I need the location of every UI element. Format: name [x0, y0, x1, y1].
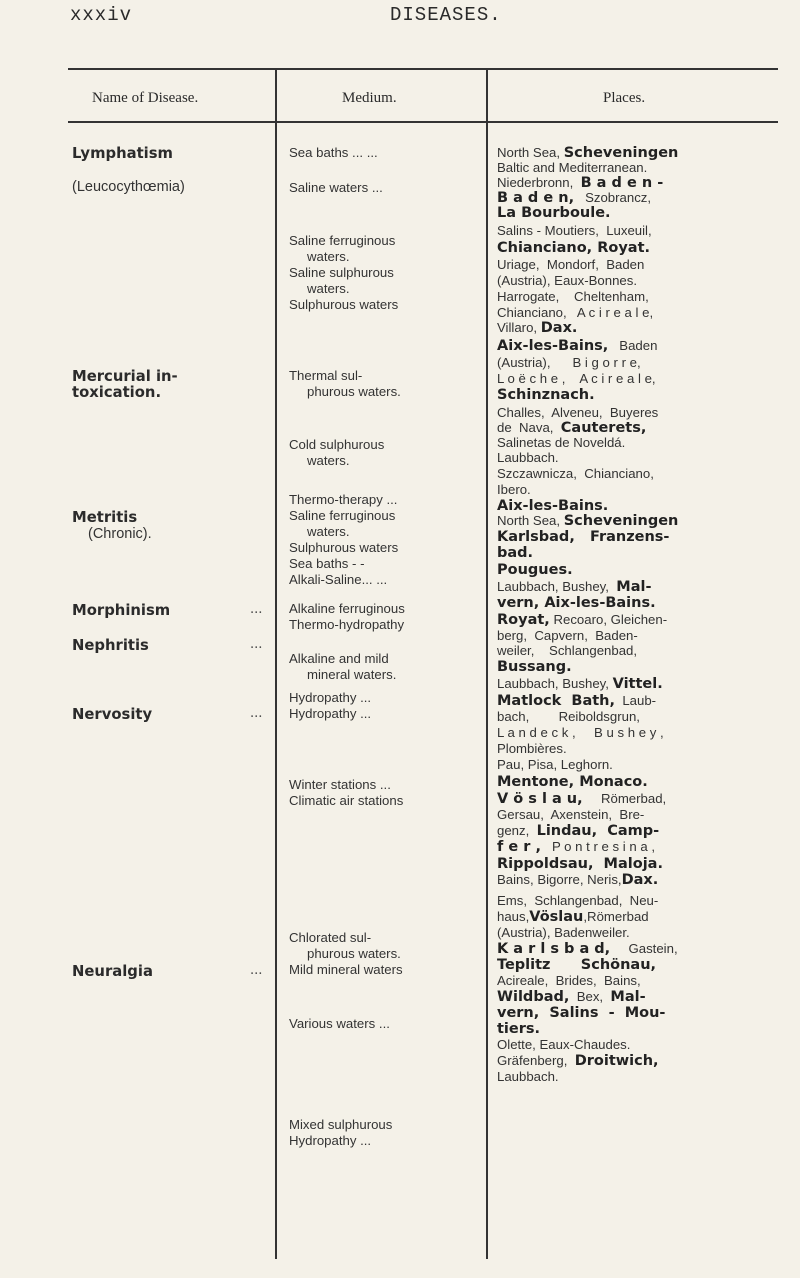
place-line: [497, 595, 747, 612]
medium-line: Various waters ...: [289, 1016, 390, 1031]
place-line: [497, 371, 747, 387]
place-text: Chianciano, A c i r e a l e,: [497, 305, 654, 320]
place-text: Acireale, Brides, Bains,: [497, 973, 641, 988]
place-line: [497, 941, 747, 958]
place-text: Gastein,: [610, 941, 678, 956]
place-text: Szobrancz,: [574, 190, 652, 205]
medium-line: Alkali-Saline... ...: [289, 572, 388, 587]
place-line: [497, 628, 747, 644]
place-line: [497, 338, 747, 355]
place-bold-text: bad.: [497, 545, 534, 561]
place-text: Salinetas de Noveldá.: [497, 435, 626, 450]
place-text: Villaro,: [497, 320, 541, 335]
place-bold-text: vern, Aix-les-Bains.: [497, 595, 656, 611]
place-line: [497, 741, 747, 757]
place-bold-text: Lindau, Camp-: [536, 823, 660, 839]
place-bold-text: Royat,: [497, 612, 550, 628]
place-text: Pau, Pisa, Leghorn.: [497, 757, 613, 772]
place-line: [497, 529, 747, 546]
medium-line: Thermal sul-: [289, 368, 363, 383]
place-bold-text: Mentone, Monaco.: [497, 774, 648, 790]
place-bold-text: Mal-: [616, 579, 652, 595]
place-bold-text: B a d e n -: [580, 175, 664, 191]
place-bold-text: V ö s l a u,: [497, 791, 583, 807]
place-line: [497, 839, 747, 856]
place-bold-text: Rippoldsau, Maloja.: [497, 856, 663, 872]
place-line: [497, 257, 747, 273]
place-line: [497, 240, 747, 257]
place-text: P o n t r e s i n a ,: [540, 839, 656, 854]
place-text: Uriage, Mondorf, Baden: [497, 257, 645, 272]
medium-line: Climatic air stations: [289, 793, 404, 808]
page-title: DISEASES.: [390, 4, 502, 26]
medium-line: waters.: [307, 281, 350, 296]
place-line: [497, 612, 747, 629]
place-bold-text: Pougues.: [497, 562, 573, 578]
place-line: [497, 973, 747, 989]
place-text: haus,: [497, 909, 530, 924]
medium-line: waters.: [307, 453, 350, 468]
medium-line: Saline waters ...: [289, 180, 383, 195]
column-header-disease: Name of Disease.: [92, 90, 199, 106]
place-bold-text: vern, Salins - Mou-: [497, 1005, 666, 1021]
medium-line: Sea baths - -: [289, 556, 365, 571]
disease-mercurial-line2: toxication.: [72, 384, 162, 401]
place-text: Bains, Bigorre, Neris,: [497, 872, 622, 887]
place-bold-text: Aix-les-Bains.: [497, 498, 609, 514]
place-line: [497, 482, 747, 498]
place-text: L o ë c h e , A c i r e a l e,: [497, 371, 656, 386]
medium-line: Mild mineral waters: [289, 962, 403, 977]
place-text: Laubbach, Bushey,: [497, 676, 613, 691]
place-line: [497, 807, 747, 823]
place-line: [497, 659, 747, 676]
place-bold-text: Vöslau: [529, 909, 584, 925]
place-bold-text: Matlock Bath,: [497, 693, 616, 709]
place-bold-text: Karlsbad, Franzens-: [497, 529, 670, 545]
place-text: Harrogate, Cheltenham,: [497, 289, 649, 304]
place-bold-text: Schinznach.: [497, 387, 595, 403]
place-line: [497, 1021, 747, 1038]
place-text: (Austria), Badenweiler.: [497, 925, 630, 940]
place-line: [497, 223, 747, 239]
medium-line: Hydropathy ...: [289, 690, 372, 705]
place-text: Ems, Schlangenbad, Neu-: [497, 893, 659, 908]
disease-nephritis: Nephritis: [72, 637, 149, 654]
place-bold-text: Teplitz Schönau,: [497, 957, 657, 973]
disease-nervosity: Nervosity: [72, 706, 153, 723]
place-line: [497, 320, 747, 337]
place-line: [497, 355, 747, 371]
place-bold-text: Dax.: [540, 320, 578, 336]
disease-nervosity-dots: ...: [250, 706, 263, 721]
place-bold-text: Scheveningen: [563, 145, 679, 161]
medium-line: Saline ferruginous: [289, 233, 396, 248]
place-text: Olette, Eaux-Chaudes.: [497, 1037, 631, 1052]
place-bold-text: Vittel.: [612, 676, 663, 692]
place-text: genz,: [497, 823, 537, 838]
column-divider-1: [275, 69, 277, 1259]
medium-line: Saline ferruginous: [289, 508, 396, 523]
medium-line: phurous waters.: [307, 384, 401, 399]
table-header-rule: [68, 121, 778, 123]
place-line: [497, 466, 747, 482]
page-header: [70, 0, 800, 40]
disease-nephritis-dots: ...: [250, 637, 263, 652]
disease-lymphatism: Lymphatism: [72, 145, 173, 162]
place-line: [497, 160, 747, 176]
place-line: [497, 725, 747, 741]
place-bold-text: Mal-: [610, 989, 646, 1005]
medium-line: waters.: [307, 524, 350, 539]
column-header-places: Places.: [603, 90, 646, 106]
place-line: [497, 1037, 747, 1053]
medium-line: Hydropathy ...: [289, 706, 372, 721]
medium-line: mineral waters.: [307, 667, 397, 682]
medium-line: Mixed sulphurous: [289, 1117, 393, 1132]
place-line: [497, 305, 747, 321]
place-line: [497, 856, 747, 873]
place-line: [497, 823, 747, 840]
place-bold-text: Droitwich,: [574, 1053, 659, 1069]
place-text: Szczawnicza, Chianciano,: [497, 466, 654, 481]
place-line: [497, 774, 747, 791]
place-bold-text: f e r ,: [497, 839, 541, 855]
disease-metritis: Metritis: [72, 509, 138, 526]
place-text: L a n d e c k , B u s h e y ,: [497, 725, 664, 740]
place-text: Laubbach, Bushey,: [497, 579, 617, 594]
medium-line: Cold sulphurous: [289, 437, 385, 452]
disease-morphinism: Morphinism: [72, 602, 171, 619]
disease-morphinism-dots: ...: [250, 602, 263, 617]
place-line: [497, 273, 747, 289]
place-bold-text: K a r l s b a d,: [497, 941, 611, 957]
place-text: berg, Capvern, Baden-: [497, 628, 638, 643]
page-number: xxxiv: [70, 4, 133, 26]
place-text: Baden: [608, 338, 658, 353]
place-line: [497, 579, 747, 596]
place-text: Plombières.: [497, 741, 567, 756]
place-text: (Austria), Eaux-Bonnes.: [497, 273, 637, 288]
place-line: [497, 387, 747, 404]
place-line: [497, 676, 747, 693]
disease-lymphatism-sub: (Leucocythœmia): [72, 179, 185, 195]
place-text: Laub-: [615, 693, 657, 708]
place-text: North Sea,: [497, 513, 564, 528]
place-bold-text: Dax.: [621, 872, 659, 888]
place-text: de Nava,: [497, 420, 561, 435]
place-line: [497, 893, 747, 909]
column-header-medium: Medium.: [342, 90, 397, 106]
place-line: [497, 909, 747, 926]
place-line: [497, 545, 747, 562]
medium-line: Sulphurous waters: [289, 540, 399, 555]
place-bold-text: Cauterets,: [560, 420, 647, 436]
medium-line: Thermo-therapy ...: [289, 492, 398, 507]
place-bold-text: tiers.: [497, 1021, 541, 1037]
place-line: [497, 1053, 747, 1070]
place-text: Challes, Alveneu, Buyeres: [497, 405, 659, 420]
place-line: [497, 562, 747, 579]
place-bold-text: Chianciano, Royat.: [497, 240, 651, 256]
place-text: Laubbach.: [497, 1069, 559, 1084]
place-line: [497, 289, 747, 305]
medium-line: Alkaline ferruginous: [289, 601, 405, 616]
medium-line: Sea baths ... ...: [289, 145, 378, 160]
place-text: weiler, Schlangenbad,: [497, 643, 638, 658]
medium-line: phurous waters.: [307, 946, 401, 961]
place-text: Bex,: [569, 989, 611, 1004]
place-line: [497, 791, 747, 808]
place-bold-text: Aix-les-Bains,: [497, 338, 609, 354]
medium-line: Saline sulphurous: [289, 265, 394, 280]
place-text: (Austria), B i g o r r e,: [497, 355, 641, 370]
place-bold-text: La Bourboule.: [497, 205, 611, 221]
place-line: [497, 405, 747, 421]
medium-line: Thermo-hydropathy: [289, 617, 405, 632]
place-line: [497, 450, 747, 466]
place-text: Gersau, Axenstein, Bre-: [497, 807, 645, 822]
place-line: [497, 957, 747, 974]
place-line: [497, 435, 747, 451]
place-text: Laubbach.: [497, 450, 559, 465]
place-text: bach, Reiboldsgrun,: [497, 709, 640, 724]
place-line: [497, 872, 747, 889]
place-text: Römerbad,: [582, 791, 667, 806]
place-text: ,Römerbad: [583, 909, 649, 924]
place-bold-text: B a d e n,: [497, 190, 575, 206]
place-text: Salins - Moutiers, Luxeuil,: [497, 223, 652, 238]
place-text: Baltic and Mediterranean.: [497, 160, 648, 175]
place-text: Gräfenberg,: [497, 1053, 575, 1068]
medium-line: waters.: [307, 249, 350, 264]
disease-mercurial-line1: Mercurial in-: [72, 368, 178, 385]
disease-neuralgia-dots: ...: [250, 963, 263, 978]
place-line: [497, 513, 747, 530]
medium-line: Winter stations ...: [289, 777, 391, 792]
place-line: [497, 693, 747, 710]
place-bold-text: Wildbad,: [497, 989, 570, 1005]
place-text: Niederbronn,: [497, 175, 581, 190]
table-top-rule: [68, 68, 778, 70]
place-line: [497, 709, 747, 725]
place-line: [497, 757, 747, 773]
disease-metritis-sub: (Chronic).: [88, 526, 152, 542]
place-line: [497, 989, 747, 1006]
medium-line: Hydropathy ...: [289, 1133, 372, 1148]
place-text: North Sea,: [497, 145, 564, 160]
place-bold-text: Scheveningen: [563, 513, 679, 529]
place-line: [497, 1069, 747, 1085]
disease-neuralgia: Neuralgia: [72, 963, 153, 980]
place-line: [497, 925, 747, 941]
place-line: [497, 205, 747, 222]
place-bold-text: Bussang.: [497, 659, 572, 675]
place-line: [497, 1005, 747, 1022]
place-text: Ibero.: [497, 482, 531, 497]
place-line: [497, 643, 747, 659]
column-divider-2: [486, 69, 488, 1259]
medium-line: Sulphurous waters: [289, 297, 399, 312]
place-text: Recoaro, Gleichen-: [549, 612, 668, 627]
medium-line: Chlorated sul-: [289, 930, 372, 945]
medium-line: Alkaline and mild: [289, 651, 389, 666]
